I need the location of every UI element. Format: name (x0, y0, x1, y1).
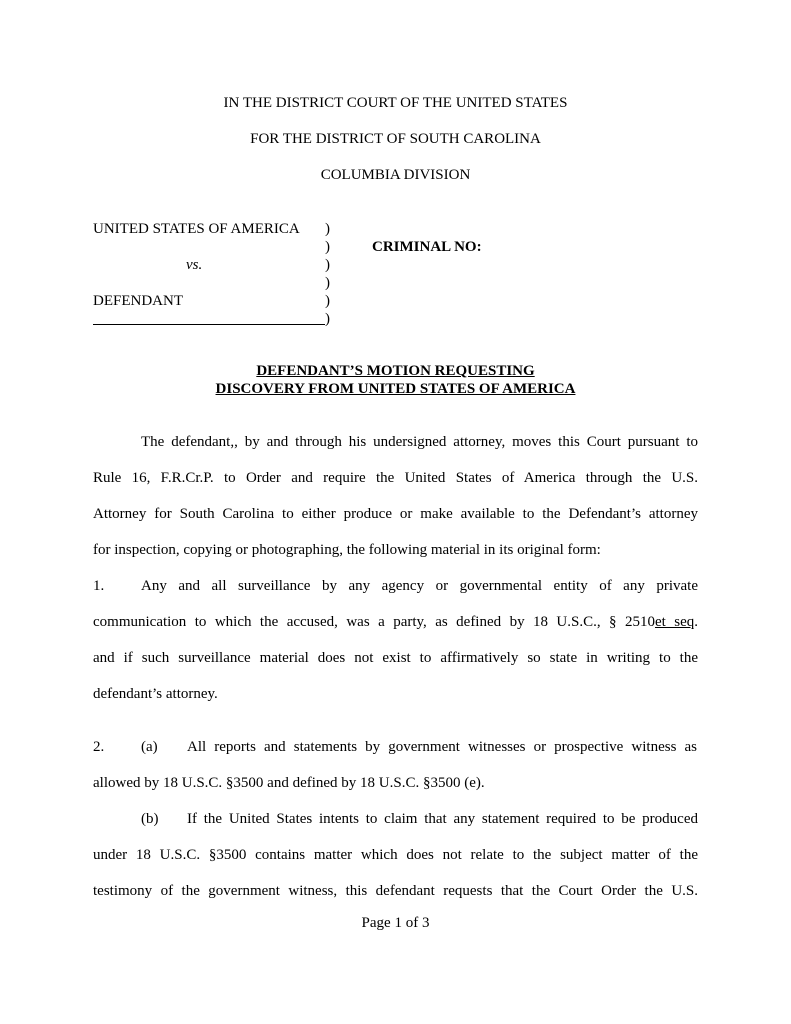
item1-line-text: communication to which the accused, was a party, as defined by 18 U.S.C., § 2510 (93, 614, 655, 630)
motion-title (0, 380, 791, 398)
caption-vs: vs. (186, 257, 203, 273)
item2b-line: testimony of the government witness, this defendant requests that the Court Order the U.S. (93, 883, 698, 899)
item2b-line: under 18 U.S.C. §3500 contains matter which does not relate to the subject matter of the (93, 847, 698, 863)
caption-paren: ) (325, 221, 330, 237)
item2a-label: (a) (141, 739, 158, 755)
intro-paragraph-line: for inspection, copying or photographing, the following material in its original form: (93, 542, 601, 558)
motion-title-line2: DISCOVERY FROM UNITED STATES OF AMERICA (215, 381, 576, 397)
item1-number: 1. (93, 578, 105, 594)
item2a-line: allowed by 18 U.S.C. §3500 and defined by 18 U.S.C. §3500 (e). (93, 775, 485, 791)
caption-plaintiff: UNITED STATES OF AMERICA (93, 221, 300, 237)
caption-paren: ) (325, 311, 330, 327)
item1-line: defendant’s attorney. (93, 686, 218, 702)
caption-rule (93, 324, 325, 325)
item1-line: and if such surveillance material does not exist to affirmatively so state in writing to the (93, 650, 698, 666)
item1-line (93, 613, 698, 631)
district-line: FOR THE DISTRICT OF SOUTH CAROLINA (250, 131, 541, 147)
division-line: COLUMBIA DIVISION (320, 167, 471, 183)
item2b-label: (b) (141, 811, 159, 827)
intro-paragraph-line: Attorney for South Carolina to either produce or make available to the Defendant’s attorney (93, 506, 698, 522)
caption-paren: ) (325, 275, 330, 291)
intro-paragraph-line: Rule 16, F.R.Cr.P. to Order and require the United States of America through the U.S. (93, 470, 698, 486)
item2a-line: All reports and statements by government witnesses or prospective witness as (187, 739, 697, 755)
item1-line-period: . (694, 614, 698, 630)
caption-defendant: DEFENDANT (93, 293, 183, 309)
caption-paren: ) (325, 257, 330, 273)
page-number: Page 1 of 3 (361, 915, 430, 931)
caption-paren: ) (325, 293, 330, 309)
motion-title (0, 362, 791, 380)
caption-paren: ) (325, 239, 330, 255)
motion-title-line1: DEFENDANT’S MOTION REQUESTING (256, 363, 535, 379)
criminal-number-label: CRIMINAL NO: (372, 239, 482, 255)
item2b-line: If the United States intents to claim that any statement required to be produced (187, 811, 698, 827)
intro-paragraph-line: The defendant,, by and through his undersigned attorney, moves this Court pursuant to (141, 434, 698, 450)
item2-number: 2. (93, 739, 105, 755)
court-name-line: IN THE DISTRICT COURT OF THE UNITED STATES (223, 95, 568, 111)
item1-line: Any and all surveillance by any agency or governmental entity of any private (141, 578, 698, 594)
et-seq-citation: et seq (654, 614, 695, 630)
